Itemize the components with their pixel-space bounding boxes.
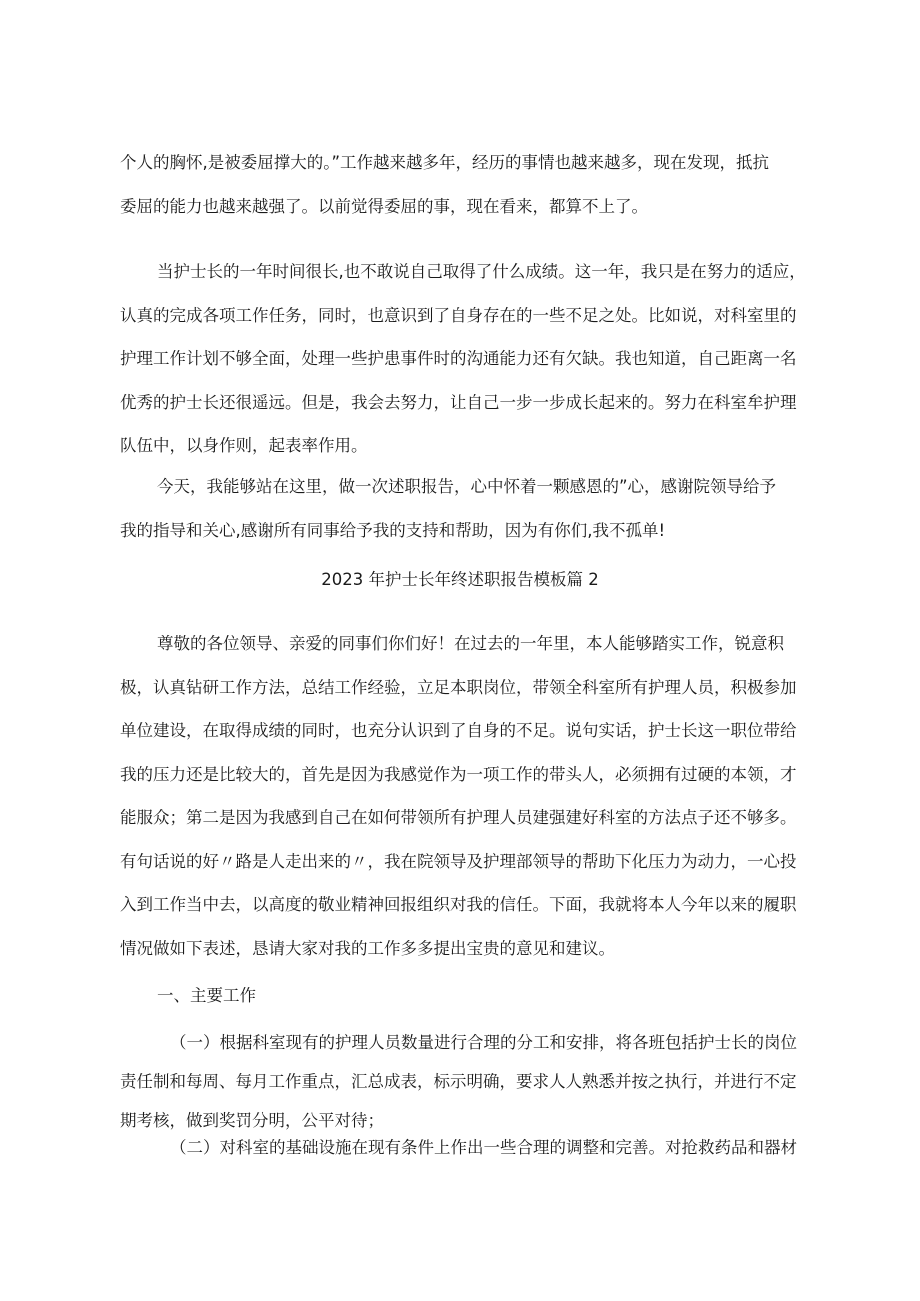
text-line: （二）对科室的基础设施在现有条件上作出一些合理的调整和完善。对抢救药品和器材 (170, 1138, 797, 1157)
paragraph-6 (120, 1128, 810, 1167)
text-line: 队伍中，以身作则，起表率作用。 (120, 436, 368, 455)
paragraph-4 (120, 622, 810, 970)
text-line: 我的指导和关心,感谢所有同事给予我的支持和帮助，因为有你们,我不孤单! (120, 520, 666, 540)
text-line: 优秀的护士长还很遥远。但是，我会去努力，让自己一步一步成长起来的。努力在科室牟护理 (120, 392, 797, 412)
paragraph-5 (120, 1023, 810, 1140)
text-line: 尊敬的各位领导、亲爱的同事们你们好！在过去的一年里，本人能够踏实工作，锐意积 (157, 634, 784, 653)
text-line: 单位建设，在取得成绩的同时，也充分认识到了自身的不足。说句实话，护士长这一职位带给 (120, 721, 797, 740)
text-line: 入到工作当中去，以高度的敬业精神回报组织对我的信任。下面，我就将本人今年以来的履职 (120, 895, 797, 914)
text-line: 责任制和每周、每月工作重点，汇总成表，标示明确，要求人人熟悉并按之执行，并进行不定 (120, 1072, 797, 1091)
section-title: 2023 年护士长年终述职报告模板篇 2 (321, 570, 599, 589)
heading-main-work: 一、主要工作 (157, 986, 256, 1005)
text-line: 能服众；第二是因为我感到自己在如何带领所有护理人员建强建好科室的方法点子还不够多。 (120, 808, 797, 827)
text-line: 当护士长的一年时间很长,也不敢说自己取得了什么成绩。这一年，我只是在努力的适应， (157, 262, 806, 281)
text-line: 今天，我能够站在这里，做一次述职报告，心中怀着一颗感恩的”心，感谢院领导给予 (157, 477, 777, 496)
text-line: 有句话说的好〃路是人走出来的〃，我在院领导及护理部领导的帮助下化压力为动力，一心投 (120, 851, 797, 871)
paragraph-2 (120, 250, 810, 468)
text-line: 个人的胸怀,是被委屈撑大的。”工作越来越多年，经历的事情也越来越多，现在发现，抵抗 (120, 153, 770, 172)
text-line: 护理工作计划不够全面，处理一些护患事件时的沟通能力还有欠缺。我也知道，自己距离一名 (120, 349, 797, 368)
text-line: 极，认真钻研工作方法，总结工作经验，立足本职岗位，带领全科室所有护理人员，积极参加 (120, 677, 797, 697)
text-line: 认真的完成各项工作任务，同时，也意识到了自身存在的一些不足之处。比如说，对科室里的 (120, 305, 797, 325)
paragraph-3 (120, 465, 810, 552)
text-line: 期考核，做到奖罚分明，公平对待； (120, 1111, 384, 1130)
text-line: （一）根据科室现有的护理人员数量进行合理的分工和安排，将各班包括护士长的岗位 (170, 1033, 797, 1052)
text-line: 我的压力还是比较大的，首先是因为我感觉作为一项工作的带头人，必须拥有过硬的本领，才 (120, 764, 797, 784)
text-line: 情况做如下表述，恳请大家对我的工作多多提出宝贵的意见和建议。 (120, 938, 615, 958)
text-line: 委屈的能力也越来越强了。以前觉得委屈的事，现在看来，都算不上了。 (120, 196, 648, 216)
paragraph-1 (120, 141, 810, 228)
